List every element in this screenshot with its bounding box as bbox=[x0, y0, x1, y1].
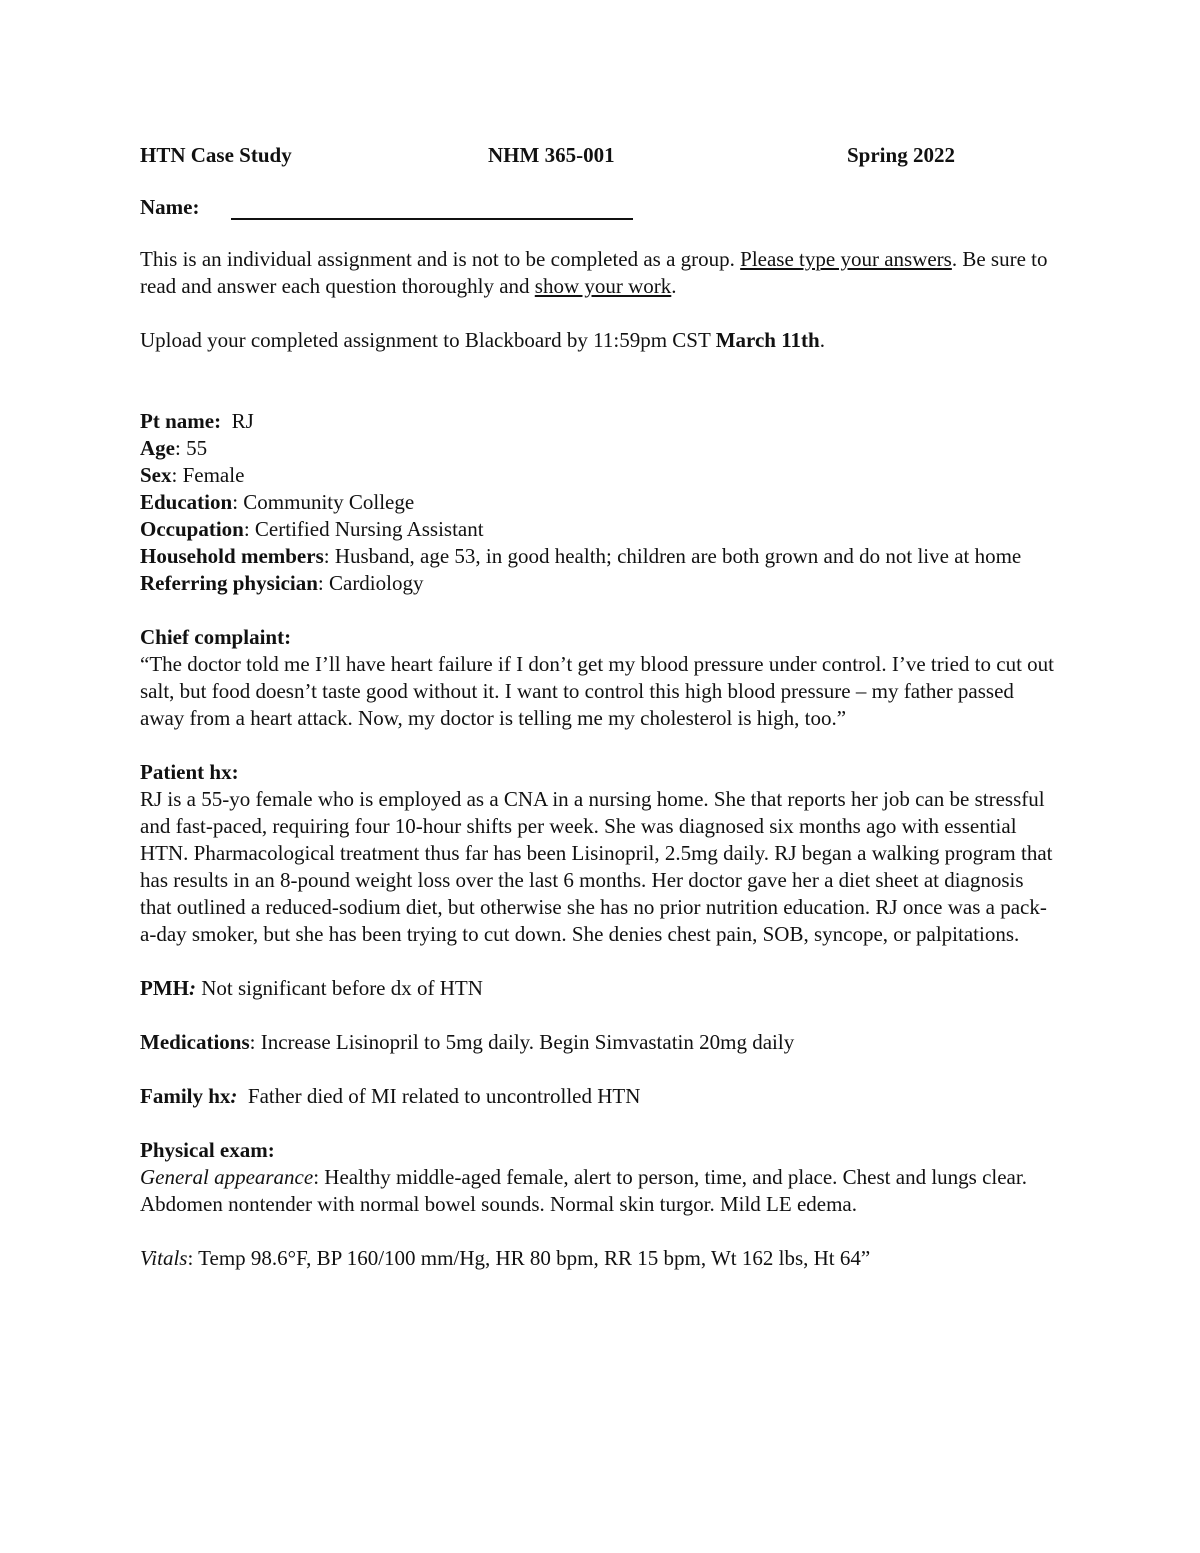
general-appearance-paragraph bbox=[140, 1164, 1060, 1218]
patient-age-value: : 55 bbox=[175, 436, 208, 460]
medications-line bbox=[140, 1029, 1060, 1056]
patient-sex-line bbox=[140, 462, 1060, 489]
family-hx-label: Family hx bbox=[140, 1084, 231, 1108]
patient-age-label: Age bbox=[140, 436, 175, 460]
chief-complaint-section bbox=[140, 624, 1060, 732]
term: Spring 2022 bbox=[847, 143, 955, 167]
patient-occupation-label: Occupation bbox=[140, 517, 244, 541]
instructions-underline-work: show your work bbox=[534, 274, 672, 298]
upload-paragraph bbox=[140, 327, 1060, 354]
patient-sex-value: : Female bbox=[171, 463, 245, 487]
physical-exam-section bbox=[140, 1137, 1060, 1272]
vitals-text: : Temp 98.6°F, BP 160/100 mm/Hg, HR 80 bpm, RR 15 bpm, Wt 162 lbs, Ht 64” bbox=[187, 1246, 871, 1270]
chief-complaint-text: “The doctor told me I’ll have heart failure if I don’t get my blood pressure under control. I’ve tried to cut out salt, but food doesn’t taste good without it. I want to control this high blood pressure – my father passed away from a heart attack. Now, my doctor is telling me my cholesterol is high, too.” bbox=[140, 652, 1054, 730]
patient-household-line bbox=[140, 543, 1060, 570]
patient-demographics bbox=[140, 408, 1060, 597]
pmh-line bbox=[140, 975, 1060, 1002]
patient-name-value: RJ bbox=[221, 409, 254, 433]
patient-education-line bbox=[140, 489, 1060, 516]
medications-text: : Increase Lisinopril to 5mg daily. Begin Simvastatin 20mg daily bbox=[249, 1030, 795, 1054]
name-field-row bbox=[140, 194, 1060, 224]
chief-complaint-heading: Chief complaint: bbox=[140, 625, 292, 649]
upload-text: Upload your completed assignment to Blackboard by 11:59pm CST bbox=[140, 328, 716, 352]
instructions-text-2: . Be sure to read and answer each question thoroughly and bbox=[140, 247, 1048, 298]
name-label: Name: bbox=[140, 195, 200, 219]
family-hx-text: Father died of MI related to uncontrolled HTN bbox=[237, 1084, 641, 1108]
instructions-underline-type: Please type your answers bbox=[740, 247, 952, 271]
name-blank-line[interactable] bbox=[231, 218, 633, 220]
patient-referring-label: Referring physician bbox=[140, 571, 318, 595]
patient-occupation-value: : Certified Nursing Assistant bbox=[243, 517, 484, 541]
document-header bbox=[140, 140, 1060, 172]
general-appearance-label: General appearance bbox=[140, 1165, 314, 1189]
course-code: NHM 365-001 bbox=[488, 143, 615, 167]
document-page bbox=[140, 140, 1060, 1272]
patient-household-label: Household members bbox=[140, 544, 324, 568]
patient-referring-line bbox=[140, 570, 1060, 597]
patient-hx-heading: Patient hx: bbox=[140, 760, 239, 784]
document-title: HTN Case Study bbox=[140, 143, 292, 167]
patient-age-line bbox=[140, 435, 1060, 462]
instructions-text-3: . bbox=[671, 274, 677, 298]
pmh-colon: : bbox=[188, 976, 196, 1000]
patient-sex-label: Sex bbox=[140, 463, 172, 487]
general-appearance-text: : Healthy middle-aged female, alert to person, time, and place. Chest and lungs clear. Abdomen nontender with normal bowel sounds. Normal skin turgor. Mild LE edema. bbox=[140, 1165, 1027, 1216]
medications-label: Medications bbox=[140, 1030, 250, 1054]
patient-hx-section bbox=[140, 759, 1060, 948]
patient-education-label: Education bbox=[140, 490, 233, 514]
patient-name-label: Pt name: bbox=[140, 409, 222, 433]
pmh-text: Not significant before dx of HTN bbox=[195, 976, 483, 1000]
patient-name-line bbox=[140, 408, 1060, 435]
patient-household-value: : Husband, age 53, in good health; children are both grown and do not live at home bbox=[323, 544, 1022, 568]
patient-occupation-line bbox=[140, 516, 1060, 543]
pmh-label: PMH bbox=[140, 976, 189, 1000]
upload-end: . bbox=[819, 328, 825, 352]
family-hx-line bbox=[140, 1083, 1060, 1110]
vitals-label: Vitals bbox=[140, 1246, 188, 1270]
patient-referring-value: : Cardiology bbox=[317, 571, 424, 595]
upload-deadline: March 11th bbox=[715, 328, 820, 352]
instructions-text-1: This is an individual assignment and is not to be completed as a group. bbox=[140, 247, 741, 271]
physical-exam-heading: Physical exam: bbox=[140, 1138, 275, 1162]
patient-hx-text: RJ is a 55-yo female who is employed as a CNA in a nursing home. She that reports her job can be stressful and fast-paced, requiring four 10-hour shifts per week. She was diagnosed six months ago with essential HTN. Pharmacological treatment thus far has been Lisinopril, 2.5mg daily. RJ began a walking program that has results in an 8-pound weight loss over the last 6 months. Her doctor gave her a diet sheet at diagnosis that outlined a reduced-sodium diet, but otherwise she has no prior nutrition education. RJ once was a pack-a-day smoker, but she has been trying to cut down. She denies chest pain, SOB, syncope, or palpitations. bbox=[140, 787, 1053, 946]
family-hx-colon: : bbox=[230, 1084, 238, 1108]
instructions-paragraph bbox=[140, 246, 1060, 300]
patient-education-value: : Community College bbox=[232, 490, 415, 514]
vitals-line bbox=[140, 1245, 1060, 1272]
